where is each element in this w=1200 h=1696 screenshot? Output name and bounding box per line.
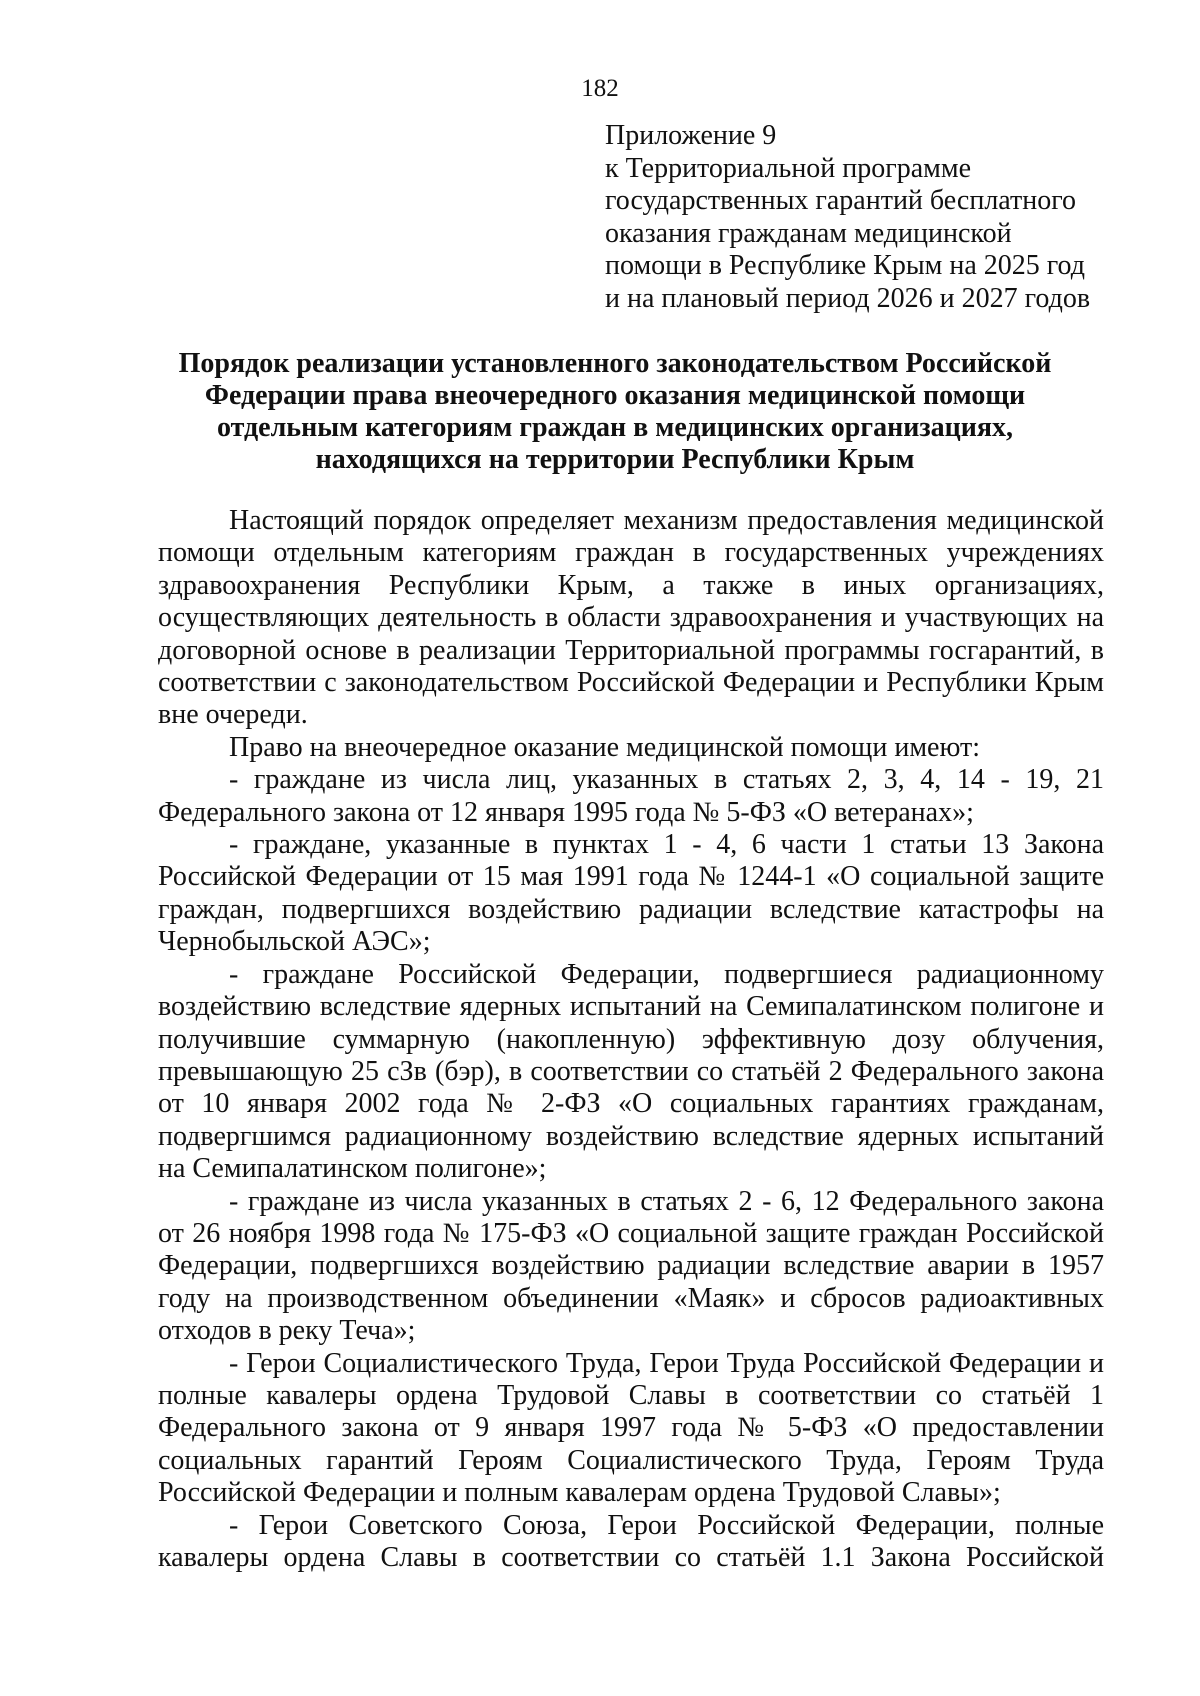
list-item: - Герои Социалистического Труда, Герои Труда Российской Федерации и полные кавалеры ордена Трудовой Славы в соответствии со статьёй 1 Федерального закона от 9 января 1997 года № 5-ФЗ «О предоставлении социальных гарантий Героям Социалистического Труда, Героям Труда Российской Федерации и полным кавалерам ордена Трудовой Славы»; [158, 1347, 1104, 1509]
document-title [150, 348, 1080, 476]
appendix-line: государственных гарантий бесплатного [605, 185, 1077, 216]
title-line: Федерации права внеочередного оказания медицинской помощи [204, 380, 1026, 411]
list-item: - граждане Российской Федерации, подвергшиеся радиационному воздействию вследствие ядерных испытаний на Семипалатинском полигоне и получившие суммарную (накопленную) эффективную дозу облучения, превышающую 25 сЗв (бэр), в соответствии со статьёй 2 Федерального закона от 10 января 2002 года № 2-ФЗ «О социальных гарантиях гражданам, подвергшимся радиационному воздействию вследствие ядерных испытаний на Семипалатинском полигоне»; [158, 958, 1104, 1185]
title-line: находящихся на территории Республики Крым [315, 444, 915, 475]
document-body [158, 505, 1104, 1574]
title-line: отдельным категориям граждан в медицинских организациях, [216, 412, 1014, 443]
rights-heading: Право на внеочередное оказание медицинской помощи имеют: [229, 731, 981, 763]
list-item: - граждане из числа указанных в статьях 2 - 6, 12 Федерального закона от 26 ноября 1998 года № 175-ФЗ «О социальной защите граждан Российской Федерации, подвергшихся воздействию радиации вследствие аварии в 1957 году на производственном объединении «Маяк» и сбросов радиоактивных отходов в реку Теча»; [158, 1185, 1104, 1347]
appendix-line: помощи в Республике Крым на 2025 год [605, 250, 1085, 281]
appendix-line: к Территориальной программе [605, 152, 972, 184]
appendix-line: и на плановый период 2026 и 2027 годов [605, 282, 1091, 314]
list-item: - Герои Советского Союза, Герои Российской Федерации, полные кавалеры ордена Славы в соответствии со статьёй 1.1 Закона Российской [158, 1509, 1104, 1573]
appendix-line: оказания гражданам медицинской [605, 217, 1012, 249]
appendix-line: Приложение 9 [605, 120, 777, 151]
page-number: 182 [581, 75, 619, 102]
title-line: Порядок реализации установленного законодательством Российской [178, 348, 1052, 379]
appendix-block [605, 120, 1115, 315]
intro-paragraph: Настоящий порядок определяет механизм предоставления медицинской помощи отдельным категориям граждан в государственных учреждениях здравоохранения Республики Крым, а также в иных организациях, осуществляющих деятельность в области здравоохранения и участвующих на договорной основе в реализации Территориальной программы госгарантий, в соответствии с законодательством Российской Федерации и Республики Крым вне очереди. [158, 505, 1104, 731]
list-item: - граждане, указанные в пунктах 1 - 4, 6 части 1 статьи 13 Закона Российской Федерации от 15 мая 1991 года № 1244-1 «О социальной защите граждан, подвергшихся воздействию радиации вследствие катастрофы на Чернобыльской АЭС»; [158, 829, 1104, 958]
list-item: - граждане из числа лиц, указанных в статьях 2, 3, 4, 14 - 19, 21 Федерального закона от 12 января 1995 года № 5-ФЗ «О ветеранах»; [158, 764, 1104, 828]
